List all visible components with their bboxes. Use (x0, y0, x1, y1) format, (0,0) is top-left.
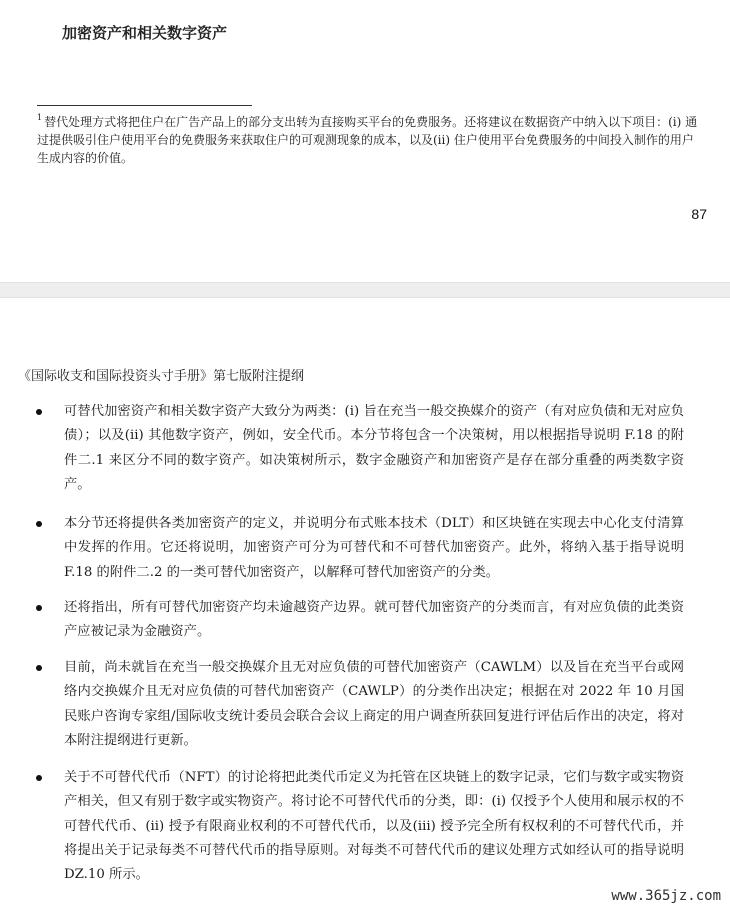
footnote-marker: 1 (37, 113, 43, 122)
bullet-text: 本分节还将提供各类加密资产的定义，并说明分布式账本技术（DLT）和区块链在实现去中心化支付清算中发挥的作用。它还将说明，加密资产可分为可替代和不可替代加密资产。此外，将纳入基于指导说明 F.18 的附件二.2 的一类可替代加密资产，以解释可替代加密资产的分类。 (64, 516, 684, 580)
bullet-icon (36, 521, 42, 527)
page-number: 87 (691, 206, 707, 222)
footnote-text: 替代处理方式将把住户在广告产品上的部分支出转为直接购买平台的免费服务。还将建议在数据资产中纳入以下项目：(i) 通过提供吸引住户使用平台的免费服务来获取住户的可观测现象的成本，以及(ii) 住户使用平台免费服务的中间投入制作的用户生成内容的价值。 (37, 115, 698, 165)
bullet-icon (36, 665, 42, 671)
bullet-text: 目前，尚未就旨在充当一般交换媒介且无对应负债的可替代加密资产（CAWLM）以及旨在充当平台或网络内交换媒介且无对应负债的可替代加密资产（CAWLP）的分类作出决定；根据在对 2022 年 10 月国民账户咨询专家组/国际收支统计委员会联合会议上商定的用户调查所获回复进行评估后作出的决定，将对本附注提纲进行更新。 (64, 660, 684, 748)
bullet-icon (36, 775, 42, 781)
footnote-divider (37, 105, 252, 106)
section-heading: 加密资产和相关数字资产 (62, 24, 228, 42)
bullet-text: 还将指出，所有可替代加密资产均未逾越资产边界。就可替代加密资产的分类而言，有对应负债的此类资产应被记录为金融资产。 (64, 600, 684, 640)
page-separator (0, 282, 730, 298)
watermark-text: www.365jz.com (608, 888, 724, 904)
previous-page (0, 0, 730, 282)
bullet-icon (36, 605, 42, 611)
footnote (37, 113, 705, 167)
bullet-text: 可替代加密资产和相关数字资产大致分为两类：(i) 旨在充当一般交换媒介的资产（有对应负债和无对应负债）；以及(ii) 其他数字资产，例如，安全代币。本分节将包含一个决策树，用以根据指导说明 F.18 的附件二.1 来区分不同的数字资产。如决策树所示，数字金融资产和加密资产是存在部分重叠的两类数字资产。 (64, 404, 684, 492)
bullet-icon (36, 409, 42, 415)
page-title: 《国际收支和国际投资头寸手册》第七版附注提纲 (18, 369, 305, 384)
bullet-text: 关于不可替代代币（NFT）的讨论将把此类代币定义为托管在区块链上的数字记录，它们与数字或实物资产相关，但又有别于数字或实物资产。将讨论不可替代代币的分类，即：(i) 仅授予个人使用和展示权的不可替代代币、(ii) 授予有限商业权利的不可替代代币，以及(iii) 授予完全所有权权利的不可替代代币，并将提出关于记录每类不可替代代币的指导原则。对每类不可替代代币的建议处理方式如经认可的指导说明 DZ.10 所示。 (64, 770, 684, 883)
